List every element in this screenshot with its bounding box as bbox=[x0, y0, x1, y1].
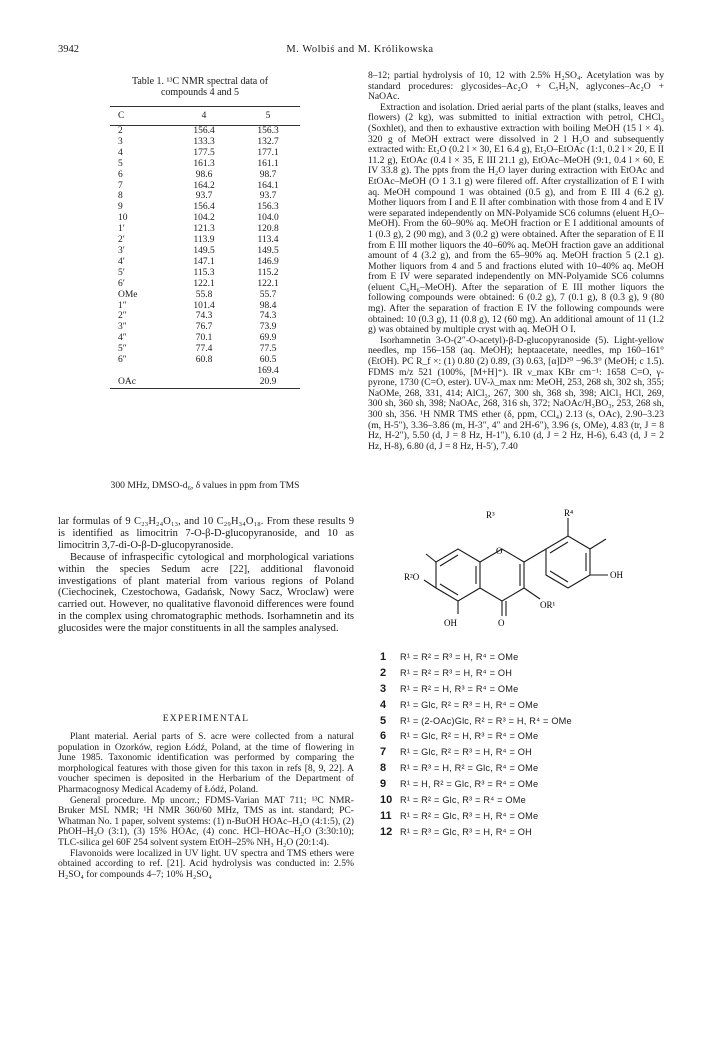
table-row bbox=[110, 268, 300, 279]
table-cell: 156.3 bbox=[257, 202, 279, 213]
table-row bbox=[110, 137, 300, 148]
table-row bbox=[110, 148, 300, 159]
table-cell: 98.4 bbox=[259, 300, 277, 311]
paragraph: 8–12; partial hydrolysis of 10, 12 with 2.5% H₂SO₄. Acetylation was by standard procedures: glycosides–Ac₂O + C₅H₅N, aglycones–Ac₂O + NaOAc. bbox=[368, 70, 664, 103]
table-cell: 101.4 bbox=[193, 300, 215, 311]
compound-row bbox=[380, 761, 670, 777]
structure-label-r2o: R²O bbox=[404, 572, 420, 582]
table-cell: 122.1 bbox=[193, 278, 215, 289]
structure-label-o-bottom: O bbox=[498, 618, 505, 628]
table-cell: 161.1 bbox=[257, 158, 279, 169]
flavone-structure bbox=[368, 504, 664, 644]
table-cell: 98.7 bbox=[259, 169, 277, 180]
table-row bbox=[110, 126, 300, 137]
table-cell: 2″ bbox=[118, 311, 127, 322]
table-row bbox=[110, 224, 300, 235]
table-row bbox=[110, 181, 300, 192]
compound-list bbox=[380, 650, 670, 841]
compound-number: 12 bbox=[380, 825, 393, 838]
compound-row bbox=[380, 825, 670, 841]
table-cell: 149.5 bbox=[257, 245, 279, 256]
table-cell: 73.9 bbox=[259, 322, 277, 333]
table-cell: 60.5 bbox=[259, 355, 277, 366]
table-row bbox=[110, 202, 300, 213]
table-row bbox=[110, 290, 300, 301]
table-cell: 74.3 bbox=[195, 311, 213, 322]
table-cell: 3 bbox=[118, 136, 123, 147]
table-cell: OMe bbox=[118, 289, 138, 300]
compound-number: 2 bbox=[380, 666, 387, 679]
paragraph: General procedure. Mp uncorr.; FDMS-Varian MAT 711; ¹³C NMR-Bruker MSL NMR; ¹H NMR 360/60 MHz, TMS as int. standard; PC-Whatman No. 1 paper, solvent systems: (1) n-BuOH HOAc–H₂O (4:1:5), (2) PhOH–H₂O (3:1), (3) 15% HOAc, (4) conc. HCl–HOAc–H₂O (3:30:10); TLC-silica gel 60F 254 solvent system EtOH–25% NH₃ H₂O (20:1:4). bbox=[58, 794, 354, 848]
svg-text:O: O bbox=[496, 546, 503, 556]
table-cell: 161.3 bbox=[193, 158, 215, 169]
table-cell: 93.7 bbox=[259, 191, 277, 202]
table-cell: 5 bbox=[118, 158, 123, 169]
table-row bbox=[110, 246, 300, 257]
compound-substituents: R¹ = R² = Glc, R³ = R⁴ = OMe bbox=[400, 795, 526, 806]
compound-number: 7 bbox=[380, 746, 387, 759]
table-cell: 177.5 bbox=[193, 147, 215, 158]
table-cell: 1″ bbox=[118, 300, 127, 311]
table-cell: 6′ bbox=[118, 278, 125, 289]
table-cell: 77.4 bbox=[195, 344, 213, 355]
table-cell: 121.3 bbox=[193, 224, 215, 235]
table-cell: 4′ bbox=[118, 256, 125, 267]
table-cell bbox=[110, 366, 172, 377]
table-cell: 20.9 bbox=[236, 377, 300, 388]
table-cell: 60.8 bbox=[195, 355, 213, 366]
compound-substituents: R¹ = H, R² = Glc, R³ = R⁴ = OMe bbox=[400, 779, 539, 790]
table-row bbox=[110, 333, 300, 344]
compound-number: 10 bbox=[380, 794, 393, 807]
table-cell: 164.1 bbox=[257, 180, 279, 191]
compound-substituents: R¹ = R² = Glc, R³ = H, R⁴ = OMe bbox=[400, 810, 539, 821]
table-cell bbox=[172, 366, 236, 377]
compound-substituents: R¹ = Glc, R² = R³ = H, R⁴ = OH bbox=[400, 747, 532, 758]
table-cell: 120.8 bbox=[257, 224, 279, 235]
table-cell: 113.9 bbox=[193, 235, 215, 246]
table-cell: 4″ bbox=[118, 333, 127, 344]
table-cell: 104.2 bbox=[193, 213, 215, 224]
structure-label-or1: OR¹ bbox=[540, 600, 556, 610]
compound-number: 9 bbox=[380, 778, 387, 791]
table-cell: 147.1 bbox=[193, 256, 215, 267]
table-cell: 132.7 bbox=[257, 136, 279, 147]
table-cell: 4 bbox=[118, 147, 123, 158]
compound-row bbox=[380, 698, 670, 714]
table-row bbox=[110, 301, 300, 312]
table-cell: 5″ bbox=[118, 344, 127, 355]
right-column-text bbox=[368, 71, 664, 452]
compound-substituents: R¹ = R³ = Glc, R³ = H, R⁴ = OH bbox=[400, 826, 532, 837]
experimental-text bbox=[58, 732, 354, 880]
compound-row bbox=[380, 682, 670, 698]
table-cell: 3′ bbox=[118, 245, 125, 256]
table-cell bbox=[172, 377, 236, 388]
compound-number: 3 bbox=[380, 682, 387, 695]
table-header-cell: 5 bbox=[236, 107, 300, 126]
table-cell: 55.7 bbox=[259, 289, 277, 300]
table-row bbox=[110, 159, 300, 170]
table-row bbox=[110, 257, 300, 268]
running-title: M. Wolbiś and M. Królikowska bbox=[286, 44, 434, 55]
table-cell: 10 bbox=[118, 213, 128, 224]
compound-substituents: R¹ = R² = R³ = H, R⁴ = OMe bbox=[400, 652, 519, 662]
table-cell: 5′ bbox=[118, 267, 125, 278]
table-cell: 69.9 bbox=[259, 333, 277, 344]
structure-label-r4: R⁴ bbox=[564, 508, 574, 518]
table-cell: 3″ bbox=[118, 322, 127, 333]
paragraph: lar formulas of 9 C₂₃H₂₄O₁₃, and 10 C₂₉H₃₄O₁₈. From these results 9 is identified as limocitrin 7-O-β-D-glucopyranoside, and 10 as limocitrin 3,7-di-O-β-D-glucopyranoside. bbox=[58, 516, 354, 551]
table-row bbox=[110, 344, 300, 355]
table-cell: 1′ bbox=[118, 224, 125, 235]
compound-substituents: R¹ = R² = R³ = H, R⁴ = OH bbox=[400, 667, 513, 678]
compound-number: 6 bbox=[380, 730, 387, 743]
table-header-cell: 4 bbox=[172, 107, 236, 126]
paragraph: Extraction and isolation. Dried aerial parts of the plant (stalks, leaves and flowers) (2 kg), was submitted to initial extraction with petrol, CHCl₃ (Soxhlet), and then to exhaustive extraction with boiling MeOH (15 l × 4). 320 g of MeOH extract were dissolved in 2 l H₂O and subsequently extracted with: Et₂O (0.2 l × 30, E1 6.4 g), Et₂O–EtOAc (1:1, 0.2 l × 20, E II 11.2 g), EtOAc (0.4 l × 35, E III 21.1 g), EtOAc–MeOH (9:1, 0.4 l × 60, E IV 33.8 g). The ppts from the H₂O layer during extraction with EtOAc and EtOAc–MeOH (O 1 3.1 g) were filered off. After crystallization of E I with aq. MeOH compound 1 was obtained (0.5 g), and from E III 4 (6.2 g). Mother liquors from I and E II after combination with those from 4 and E IV were separated independently on MN-Polyamide SC6 columns (eluent H₂O–MeOH). From the 60–90% aq. MeOH fraction or E I additional amounts of 1 (0.3 g), 2 (90 mg), and 3 (0.2 g) were obtained. After the separation of E II from E III mother liquors the 40–60% aq. MeOH fraction gave an additional amount of 4 (3.2 g), and from the 65–90% aq. MeOH fraction 5 (2.1 g). Mother liquors from 4 and 5 and fractions eluted with 10–40% aq. MeOH from E IV were separated independently on MN-Polyamide SC6 columns (eluent C₆H₆–MeOH). After the separation of E III mother liquors the following compounds were obtained: 6 (0.2 g), 7 (0.1 g), 8 (0.3 g), 9 (80 mg). After the separation of fraction E IV the following compounds were obtained: 10 (0.3 g), 11 (0.8 g), 12 (60 mg). An additional amount of 11 (1.2 g) was obtained by multiple cryst with aq. MeOH O I. bbox=[368, 101, 664, 336]
table-cell: 156.3 bbox=[257, 126, 279, 136]
table-cell: 55.8 bbox=[195, 289, 213, 300]
table-row bbox=[110, 191, 300, 202]
table-cell: 93.7 bbox=[195, 191, 213, 202]
table-cell: 156.4 bbox=[193, 126, 215, 136]
table-cell: 7 bbox=[118, 180, 123, 191]
paragraph: Because of infraspecific cytological and morphological variations within the species Sedum acre [22], additional flavonoid investigations of plant material from various regions of Poland (Ciechocinek, Czestochowa, Gadańsk, Nowy Sacz, Wroclaw) were carried out. However, no qualitative flavonoid differences were found in the complex using chromatographic methods. Isorhamnetin and its glucosides were the major constituents in all the samples analysed. bbox=[58, 551, 354, 635]
section-heading-experimental: EXPERIMENTAL bbox=[162, 714, 250, 724]
table-cell: 77.5 bbox=[259, 344, 277, 355]
compound-row bbox=[380, 809, 670, 825]
left-column-text bbox=[58, 516, 354, 635]
table-row bbox=[110, 366, 300, 377]
compound-number: 8 bbox=[380, 762, 387, 775]
paragraph: Flavonoids were localized in UV light. UV spectra and TMS ethers were obtained according to ref. [21]. Acid hydrolysis was conducted in: 2.5% H₂SO₄ for compounds 4–7; 10% H₂SO₄ bbox=[58, 847, 354, 880]
structure-label-r3: R³ bbox=[486, 510, 495, 520]
table-row bbox=[110, 213, 300, 224]
table-cell: 149.5 bbox=[193, 245, 215, 256]
table-cell: 133.3 bbox=[193, 136, 215, 147]
compound-number: 5 bbox=[380, 714, 387, 727]
compound-substituents: R¹ = (2-OAc)Glc, R² = R³ = H, R⁴ = OMe bbox=[400, 715, 572, 726]
compound-substituents: R¹ = R² = H, R³ = R⁴ = OMe bbox=[400, 683, 519, 694]
table-cell: 2′ bbox=[118, 235, 125, 246]
table-footnote: 300 MHz, DMSO-d₆, δ values in ppm from TMS bbox=[110, 480, 300, 491]
table-cell: 2 bbox=[118, 126, 123, 136]
table-cell: 113.4 bbox=[257, 235, 279, 246]
compound-row bbox=[380, 793, 670, 809]
compound-number: 1 bbox=[380, 651, 387, 663]
table-cell: OAc bbox=[110, 377, 172, 388]
table-cell: 6″ bbox=[118, 355, 127, 366]
table-row bbox=[110, 170, 300, 181]
table-row bbox=[110, 279, 300, 290]
table-cell: 146.9 bbox=[257, 256, 279, 267]
table-cell: 104.0 bbox=[257, 213, 279, 224]
table-row bbox=[110, 235, 300, 246]
table-cell: 115.3 bbox=[193, 267, 215, 278]
table-cell: 8 bbox=[118, 191, 123, 202]
compound-number: 4 bbox=[380, 698, 387, 711]
table-cell: 74.3 bbox=[259, 311, 277, 322]
table-caption: Table 1. ¹³C NMR spectral data of compounds 4 and 5 bbox=[131, 76, 269, 98]
table-cell: 156.4 bbox=[193, 202, 215, 213]
table-header-cell: C bbox=[110, 107, 172, 126]
table-cell: 98.6 bbox=[195, 169, 213, 180]
table-cell: 6 bbox=[118, 169, 123, 180]
compound-row bbox=[380, 745, 670, 761]
nmr-table bbox=[110, 106, 300, 389]
compound-substituents: R¹ = R³ = H, R² = Glc, R⁴ = OMe bbox=[400, 763, 539, 774]
table-row bbox=[110, 355, 300, 366]
table-cell: 115.2 bbox=[257, 267, 279, 278]
compound-row bbox=[380, 729, 670, 745]
compound-substituents: R¹ = Glc, R² = R³ = H, R⁴ = OMe bbox=[400, 699, 539, 710]
page-number: 3942 bbox=[58, 44, 79, 55]
table-cell: 169.4 bbox=[257, 365, 279, 376]
structure-label-oh: OH bbox=[610, 570, 623, 580]
paragraph: Isorhamnetin 3-O-(2″-O-acetyl)-β-D-glucopyranoside (5). Light-yellow needles, mp 156–158 (aq. MeOH); heptaacetate, needles, mp 160–161° (EtOH). PC R_f ×: (1) 0.80 (2) 0.89, (3) 0.63, [α]D²⁰ −96.3° (MeOH; c 1.5). FDMS m/z 521 (100%, [M+H]⁺). IR ν_max KBr cm⁻¹: 1658 C=O, γ-pyrone, 1730 (C=O, ester). UV-λ_max nm: MeOH, 253, 268 sh, 302 sh, 355; NaOMe, 268, 331, 414; AlCl₃, 267, 300 sh, 368 sh, 398; AlCl₃ HCl, 269, 300 sh, 360 sh, 398; NaOAc, 268, 316 sh, 372; NaOAc/H₃BO₃, 253, 268 sh, 300 sh, 356. ¹H NMR TMS ether (δ, ppm, CCl₄) 2.13 (s, OAc), 2.90–3.23 (m, H-5″), 3.36–3.86 (m, H-3″, 4″ and 2H-6″), 3.96 (s, OMe), 4.83 (tr, J = 8 Hz, H-2″), 5.50 (d, J = 8 Hz, H-1″), 6.10 (d, J = 2 Hz, H-6), 6.43 (d, J = 2 Hz, H-8), 6.80 (d, J = 8 Hz, H-5′), 7.40 bbox=[368, 334, 664, 452]
compound-row bbox=[380, 666, 670, 682]
table-cell: 70.1 bbox=[195, 333, 213, 344]
table-row bbox=[110, 322, 300, 333]
table-cell: 177.1 bbox=[257, 147, 279, 158]
compound-row bbox=[380, 777, 670, 793]
compound-row bbox=[380, 714, 670, 730]
table-cell: 122.1 bbox=[257, 278, 279, 289]
table-row bbox=[110, 377, 300, 388]
compound-substituents: R¹ = Glc, R² = H, R³ = R⁴ = OMe bbox=[400, 731, 539, 742]
paragraph: Plant material. Aerial parts of S. acre were collected from a natural population in Ozorków, region Łódź, Poland, at the time of flowering in June 1985. Taxonomic identification was performed by comparing the morphological features with those given for this taxon in refs [8, 9, 22]. A voucher specimen is deposited in the Herbarium of the Department of Pharmacognosy Medical Academy of Łódź, Poland. bbox=[58, 731, 354, 795]
table-cell: 76.7 bbox=[195, 322, 213, 333]
structure-label-oh-bottom: OH bbox=[444, 618, 457, 628]
compound-row bbox=[380, 650, 670, 666]
table-cell: 164.2 bbox=[193, 180, 215, 191]
table-cell: 9 bbox=[118, 202, 123, 213]
table-row bbox=[110, 311, 300, 322]
compound-number: 11 bbox=[380, 809, 392, 822]
